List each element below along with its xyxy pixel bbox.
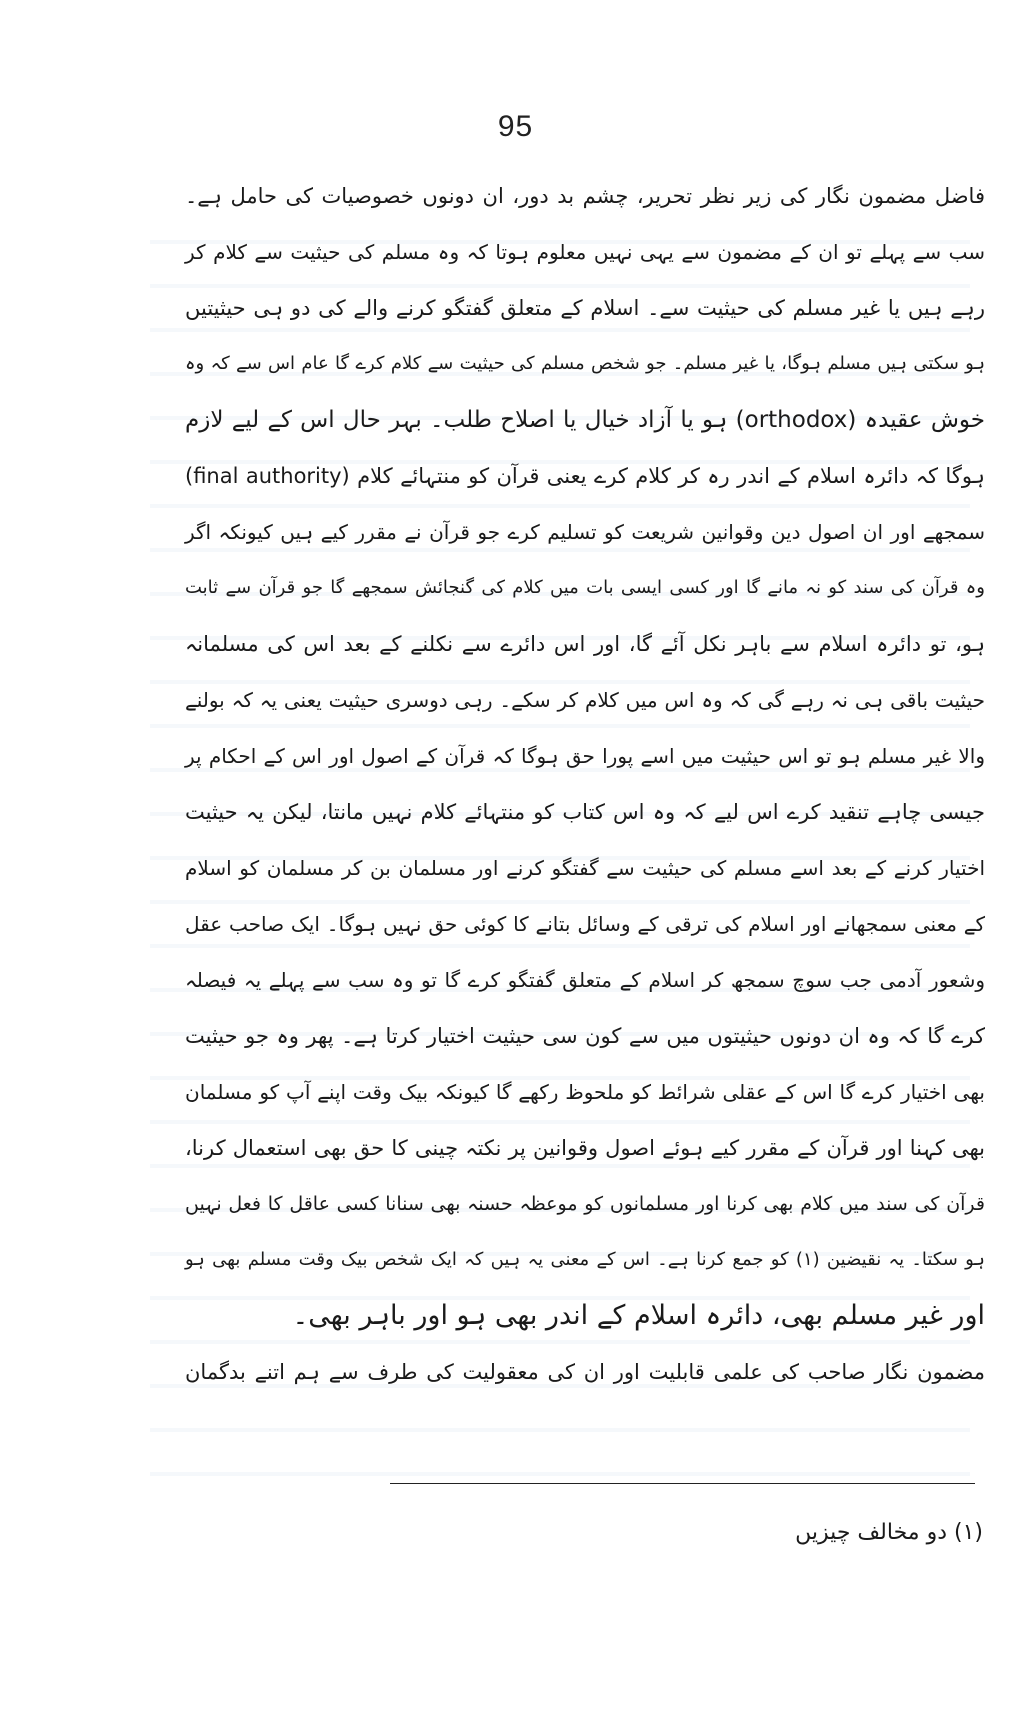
text-line-17: بھی اختیار کرے گا اس کے عقلی شرائط کو ملحوظ رکھے گا کیونکہ بیک وقت اپنے آپ کو مسلمان (185, 1080, 985, 1104)
text-line-10: حیثیت باقی ہی نہ رہے گی کہ وہ اس میں کلام کر سکے۔ رہی دوسری حیثیت یعنی یہ کہ بولنے (185, 688, 985, 712)
text-line-14: کے معنی سمجھانے اور اسلام کی ترقی کے وسائل بتانے کا کوئی حق نہیں ہوگا۔ ایک صاحب عقل (185, 912, 985, 936)
footnote-divider (390, 1483, 975, 1484)
body-paragraphs (185, 168, 985, 1400)
text-line-18: بھی کہنا اور قرآن کے مقرر کیے ہوئے اصول وقوانین پر نکتہ چینی کا حق بھی استعمال کرنا، (185, 1136, 985, 1160)
text-line-9: ہو، تو دائرہ اسلام سے باہر نکل آئے گا، اور اس دائرے سے نکلنے کے بعد اس کی مسلمانہ (185, 632, 985, 656)
text-line-12: جیسی چاہے تنقید کرے اس لیے کہ وہ اس کتاب کو منتہائے کلام نہیں مانتا، لیکن یہ حیثیت (185, 800, 985, 824)
text-line-7: سمجھے اور ان اصول دین وقوانین شریعت کو تسلیم کرے جو قرآن نے مقرر کیے ہیں کیونکہ اگر (185, 520, 985, 544)
text-line-2: سب سے پہلے تو ان کے مضمون سے یہی نہیں معلوم ہوتا کہ وہ مسلم کی حیثیت سے کلام کر (185, 240, 985, 264)
text-line-4: ہو سکتی ہیں مسلم ہوگا، یا غیر مسلم۔ جو شخص مسلم کی حیثیت سے کلام کرے گا عام اس سے کہ وہ (185, 353, 985, 374)
text-line-6: ہوگا کہ دائرہ اسلام کے اندر رہ کر کلام کرے یعنی قرآن کو منتہائے کلام (final authority) (185, 464, 985, 488)
text-line-13: اختیار کرنے کے بعد اسے مسلم کی حیثیت سے گفتگو کرنے اور مسلمان بن کر مسلمان کو اسلام (185, 856, 985, 880)
text-line-20: ہو سکتا۔ یہ نقیضین (۱) کو جمع کرنا ہے۔ اس کے معنی یہ ہیں کہ ایک شخص بیک وقت مسلم بھی ہو (185, 1249, 985, 1270)
text-line-22: مضمون نگار صاحب کی علمی قابلیت اور ان کی معقولیت کی طرف سے ہم اتنے بدگمان (185, 1360, 985, 1384)
text-line-21: اور غیر مسلم بھی، دائرہ اسلام کے اندر بھی ہو اور باہر بھی۔ (292, 1300, 985, 1331)
text-line-5: خوش عقیدہ (orthodox) ہو یا آزاد خیال یا اصلاح طلب۔ بہر حال اس کے لیے لازم (185, 407, 985, 433)
text-line-16: کرے گا کہ وہ ان دونوں حیثیتوں میں سے کون سی حیثیت اختیار کرتا ہے۔ پھر وہ جو حیثیت (185, 1024, 985, 1048)
footnote: (۱) دو مخالف چیزیں (795, 1520, 983, 1545)
text-line-3: رہے ہیں یا غیر مسلم کی حیثیت سے۔ اسلام کے متعلق گفتگو کرنے والے کی دو ہی حیثیتیں (185, 296, 985, 320)
text-line-11: والا غیر مسلم ہو تو اس حیثیت میں اسے پورا حق ہوگا کہ قرآن کے اصول اور اس کے احکام پر (185, 744, 985, 768)
text-line-15: وشعور آدمی جب سوچ سمجھ کر اسلام کے متعلق گفتگو کرے گا تو وہ سب سے پہلے یہ فیصلہ (185, 968, 985, 992)
text-line-8: وہ قرآن کی سند کو نہ مانے گا اور کسی ایسی بات میں کلام کی گنجائش سمجھے گا جو قرآن سے ثابت (185, 577, 985, 598)
text-line-1: فاضل مضمون نگار کی زیر نظر تحریر، چشم بد دور، ان دونوں خصوصیات کی حامل ہے۔ (185, 184, 985, 208)
text-line-19: قرآن کی سند میں کلام بھی کرنا اور مسلمانوں کو موعظہ حسنہ بھی سنانا کسی عاقل کا فعل نہیں (185, 1193, 985, 1215)
page-number: 95 (497, 110, 534, 143)
